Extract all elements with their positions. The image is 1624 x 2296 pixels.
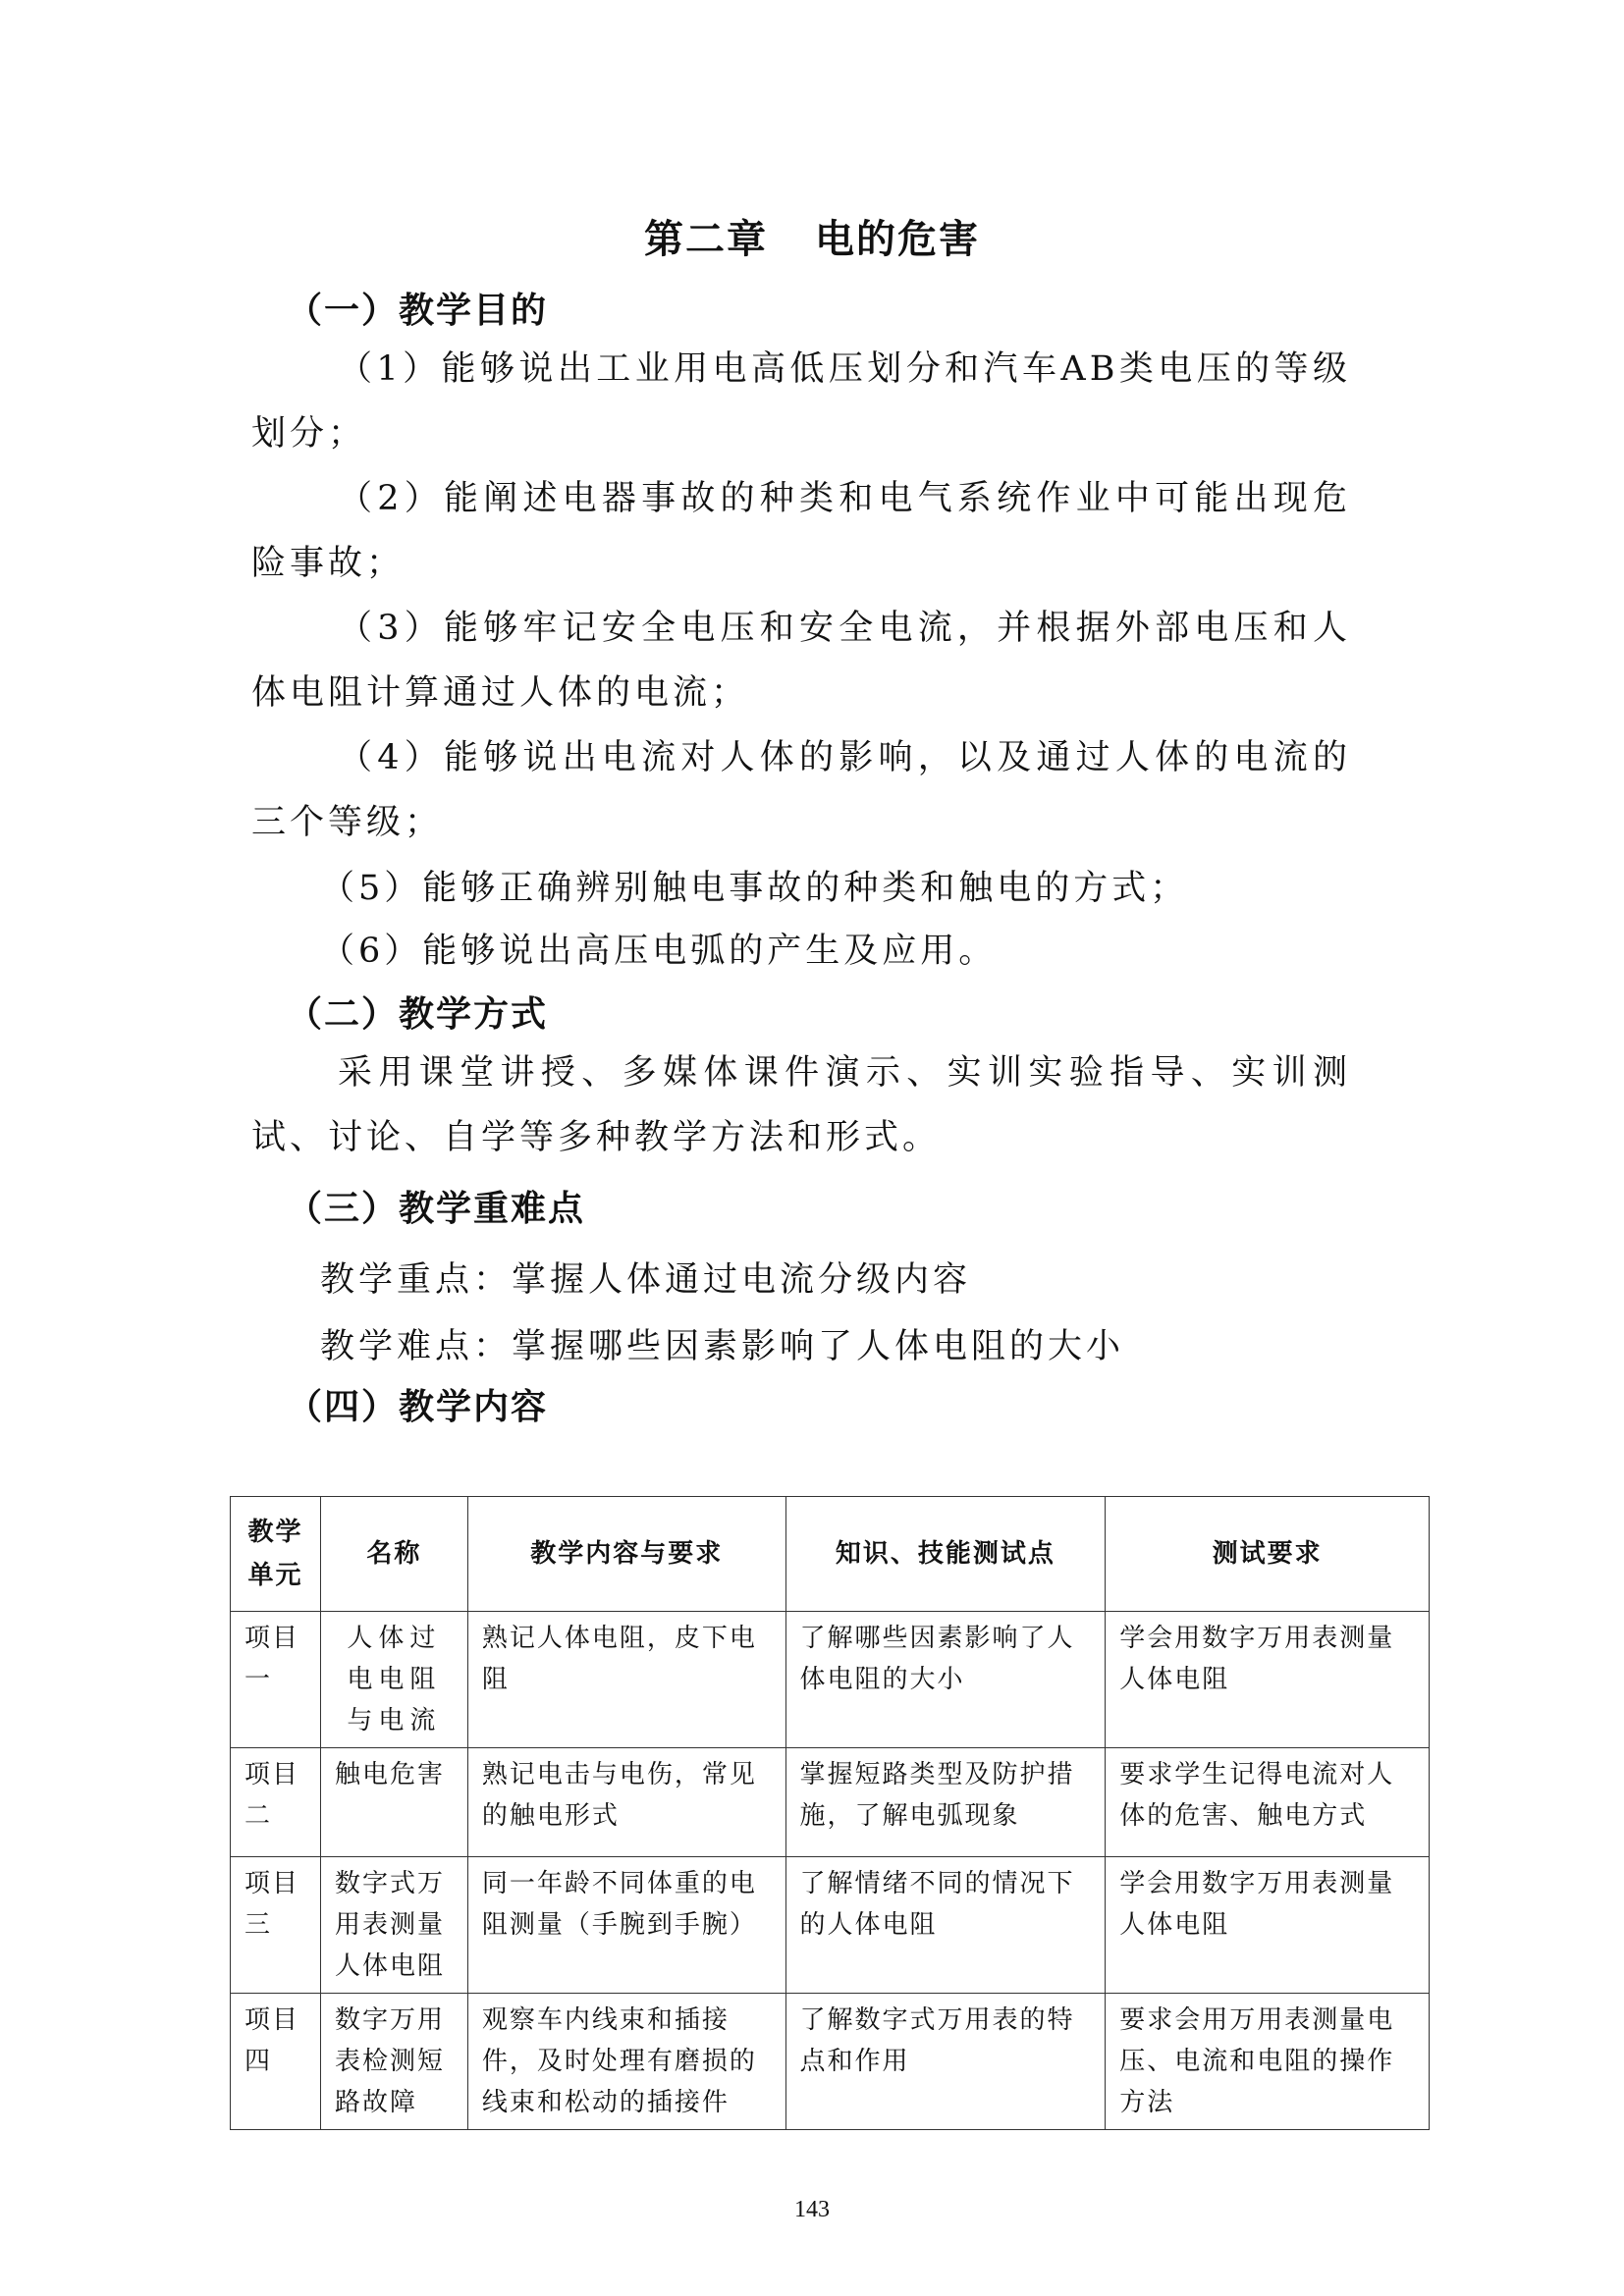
- table-row: [231, 1748, 1430, 1857]
- difficult-point-text: 教学难点：掌握哪些因素影响了人体电阻的大小: [320, 1327, 1125, 1366]
- table-cell-content: 熟记电击与电伤，常见的触电形式: [467, 1748, 785, 1857]
- table-cell-test-requirements: 要求会用万用表测量电压、电流和电阻的操作方法: [1106, 1994, 1430, 2130]
- table-cell-name: 人体过电电阻与电流: [320, 1612, 467, 1748]
- table-row: [231, 1994, 1430, 2130]
- table-cell-unit: 项目四: [231, 1994, 321, 2130]
- table-cell-content: 观察车内线束和插接件，及时处理有磨损的线束和松动的插接件: [467, 1994, 785, 2130]
- page-number: 143: [794, 2197, 830, 2222]
- section-heading-methods: （二）教学方式: [287, 994, 549, 1035]
- table-cell-content: 同一年龄不同体重的电阻测量（手腕到手腕）: [467, 1857, 785, 1994]
- key-point-text: 教学重点：掌握人体通过电流分级内容: [320, 1260, 972, 1300]
- objective-item-2: （2）能阐述电器事故的种类和电气系统作业中可能出现危险事故；: [251, 479, 1351, 583]
- header-test-points: 知识、技能测试点: [785, 1497, 1106, 1612]
- objective-item-1: （1）能够说出工业用电高低压划分和汽车AB类电压的等级划分；: [251, 349, 1351, 454]
- table-header-row: [231, 1497, 1430, 1612]
- table-cell-test-points: 了解情绪不同的情况下的人体电阻: [785, 1857, 1106, 1994]
- table-cell-unit: 项目二: [231, 1748, 321, 1857]
- table-row: [231, 1612, 1430, 1748]
- header-test-requirements: 测试要求: [1106, 1497, 1430, 1612]
- objective-item-6: （6）能够说出高压电弧的产生及应用。: [320, 932, 998, 971]
- table-cell-test-points: 掌握短路类型及防护措施，了解电弧现象: [785, 1748, 1106, 1857]
- objective-item-4: （4）能够说出电流对人体的影响，以及通过人体的电流的三个等级；: [251, 738, 1351, 842]
- table-cell-test-requirements: 要求学生记得电流对人体的危害、触电方式: [1106, 1748, 1430, 1857]
- table-cell-unit: 项目一: [231, 1612, 321, 1748]
- methods-text: 采用课堂讲授、多媒体课件演示、实训实验指导、实训测试、讨论、自学等多种教学方法和形式。: [251, 1053, 1351, 1157]
- table-row: [231, 1857, 1430, 1994]
- header-content: 教学内容与要求: [467, 1497, 785, 1612]
- content-table: [230, 1496, 1430, 2130]
- table-cell-test-points: 了解哪些因素影响了人体电阻的大小: [785, 1612, 1106, 1748]
- table-cell-test-requirements: 学会用数字万用表测量人体电阻: [1106, 1612, 1430, 1748]
- section-heading-objectives: （一）教学目的: [287, 291, 549, 331]
- table-cell-content: 熟记人体电阻，皮下电阻: [467, 1612, 785, 1748]
- chapter-title: [0, 208, 1624, 264]
- objective-item-5: （5）能够正确辨别触电事故的种类和触电的方式；: [320, 869, 1189, 908]
- section-heading-content: （四）教学内容: [287, 1387, 549, 1427]
- table-cell-name: 触电危害: [320, 1748, 467, 1857]
- table-cell-name: 数字万用表检测短路故障: [320, 1994, 467, 2130]
- table-cell-test-requirements: 学会用数字万用表测量人体电阻: [1106, 1857, 1430, 1994]
- table-cell-unit: 项目三: [231, 1857, 321, 1994]
- table-cell-test-points: 了解数字式万用表的特点和作用: [785, 1994, 1106, 2130]
- header-unit: 教学单元: [231, 1497, 321, 1612]
- chapter-name: 电的危害: [815, 217, 980, 262]
- chapter-number: 第二章: [644, 217, 768, 262]
- section-heading-key-points: （三）教学重难点: [287, 1189, 586, 1229]
- objective-item-3: （3）能够牢记安全电压和安全电流，并根据外部电压和人体电阻计算通过人体的电流；: [251, 609, 1351, 713]
- table-cell-name: 数字式万用表测量人体电阻: [320, 1857, 467, 1994]
- header-name: 名称: [320, 1497, 467, 1612]
